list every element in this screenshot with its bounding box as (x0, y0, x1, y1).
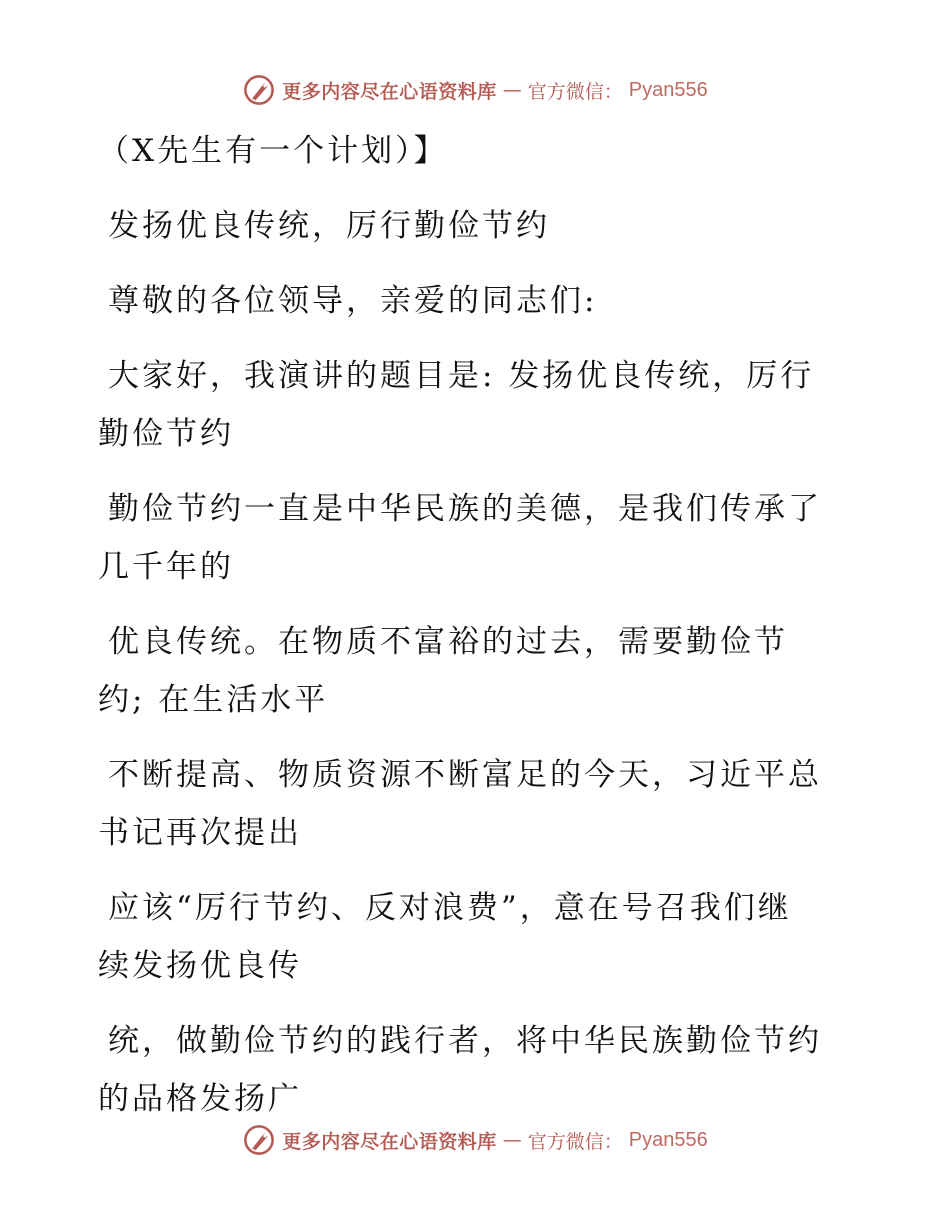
doc-paragraph-line: 的品格发扬广 (98, 1081, 302, 1117)
doc-paragraph-line: 勤俭节约一直是中华民族的美德，是我们传承了 (108, 491, 822, 527)
doc-paragraph-line: 勤俭节约 (98, 416, 234, 452)
watermark-separator: — (502, 79, 522, 101)
pen-nib-logo-icon (242, 1123, 276, 1157)
doc-paragraph-line: 统，做勤俭节约的践行者，将中华民族勤俭节约 (108, 1023, 822, 1059)
header-watermark (0, 70, 950, 110)
doc-title: 发扬优良传统，厉行勤俭节约 (108, 208, 550, 244)
watermark-text: 更多内容尽在心语资料库 (282, 1130, 497, 1153)
doc-salutation: 尊敬的各位领导，亲爱的同志们: (108, 283, 598, 319)
doc-paragraph-line: 书记再次提出 (98, 815, 302, 851)
doc-paragraph-line: 应该“厉行节约、反对浪费”，意在号召我们继 (108, 890, 792, 926)
watermark-wechat-label: 官方微信： (527, 80, 623, 103)
footer-watermark (0, 1120, 950, 1160)
doc-paragraph-line: 续发扬优良传 (98, 948, 302, 984)
document-body (98, 122, 858, 1128)
doc-paragraph-line: 大家好，我演讲的题目是: 发扬优良传统，厉行 (108, 358, 815, 394)
pen-nib-logo-icon (242, 73, 276, 107)
doc-paragraph-line: 几千年的 (98, 549, 234, 585)
doc-paragraph-line: 不断提高、物质资源不断富足的今天，习近平总 (108, 757, 822, 793)
watermark-wechat-id: Pyan556 (628, 78, 708, 101)
watermark-separator: — (502, 1129, 522, 1151)
doc-paragraph-line: 优良传统。在物质不富裕的过去，需要勤俭节 (108, 624, 788, 660)
watermark-wechat-label: 官方微信： (527, 1130, 623, 1153)
doc-line-plan: （X先生有一个计划）】 (98, 133, 448, 169)
watermark-wechat-id: Pyan556 (628, 1128, 708, 1151)
watermark-text: 更多内容尽在心语资料库 (282, 80, 497, 103)
doc-paragraph-line: 约; 在生活水平 (98, 682, 329, 718)
